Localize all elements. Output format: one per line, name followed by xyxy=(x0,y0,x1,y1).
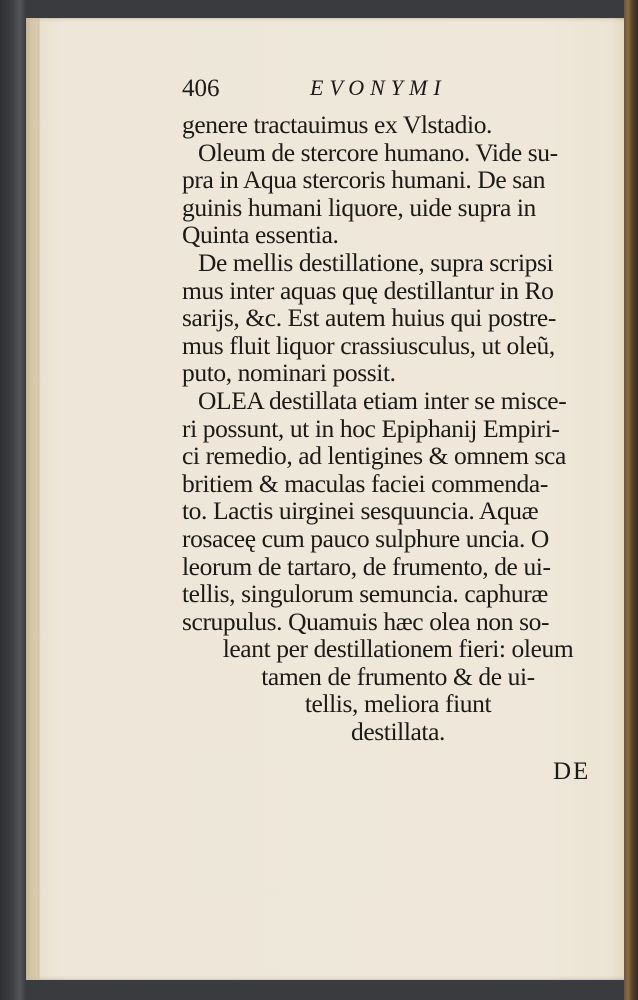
text-line: tellis, singulorum semuncia. caphuræ xyxy=(182,579,548,609)
text-line: Oleum de stercore humano. Vide su- xyxy=(198,137,558,167)
text-line: britiem & maculas faciei commenda- xyxy=(182,468,548,498)
text-line: puto, nominari possit. xyxy=(182,358,396,388)
text-line: tellis, meliora fiunt xyxy=(304,689,492,719)
text-line: ci remedio, ad lentigines & omnem sca xyxy=(182,441,566,471)
text-line: Quinta essentia. xyxy=(182,220,339,250)
page-header xyxy=(182,75,608,111)
text-line: mus fluit liquor crassiusculus, ut oleũ, xyxy=(182,330,555,360)
text-line: genere tractauimus ex Vlstadio. xyxy=(182,110,493,139)
text-line: ri possunt, ut in hoc Epiphanij Empiri- xyxy=(182,413,560,443)
text-line: to. Lactis uirginei sesquuncia. Aquæ xyxy=(182,496,539,526)
text-line: mus inter aquas quę destillantur in Ro xyxy=(182,275,554,305)
text-line: leorum de tartaro, de frumento, de ui- xyxy=(182,551,551,581)
running-title: EVONYMI xyxy=(310,75,447,100)
body-text xyxy=(182,110,608,747)
text-line: leant per destillationem fieri: oleum xyxy=(222,634,574,664)
book-edge xyxy=(624,0,638,1000)
page-text-block xyxy=(182,75,608,747)
text-line: destillata. xyxy=(350,717,446,747)
text-line: sarijs, &c. Est autem huius qui postre- xyxy=(182,303,556,333)
text-line: De mellis destillatione, supra scripsi xyxy=(198,247,554,277)
text-line: guinis humani liquore, uide supra in xyxy=(182,192,536,222)
text-line: pra in Aqua stercoris humani. De san xyxy=(182,165,546,195)
text-line: rosaceę cum pauco sulphure uncia. O xyxy=(182,523,549,553)
text-line: tamen de frumento & de ui- xyxy=(261,661,535,691)
page-number: 406 xyxy=(182,75,220,102)
text-line: OLEA destillata etiam inter se misce- xyxy=(198,385,567,415)
catchword: DE xyxy=(553,758,591,785)
text-line: scrupulus. Quamuis hæc olea non so- xyxy=(182,606,550,636)
